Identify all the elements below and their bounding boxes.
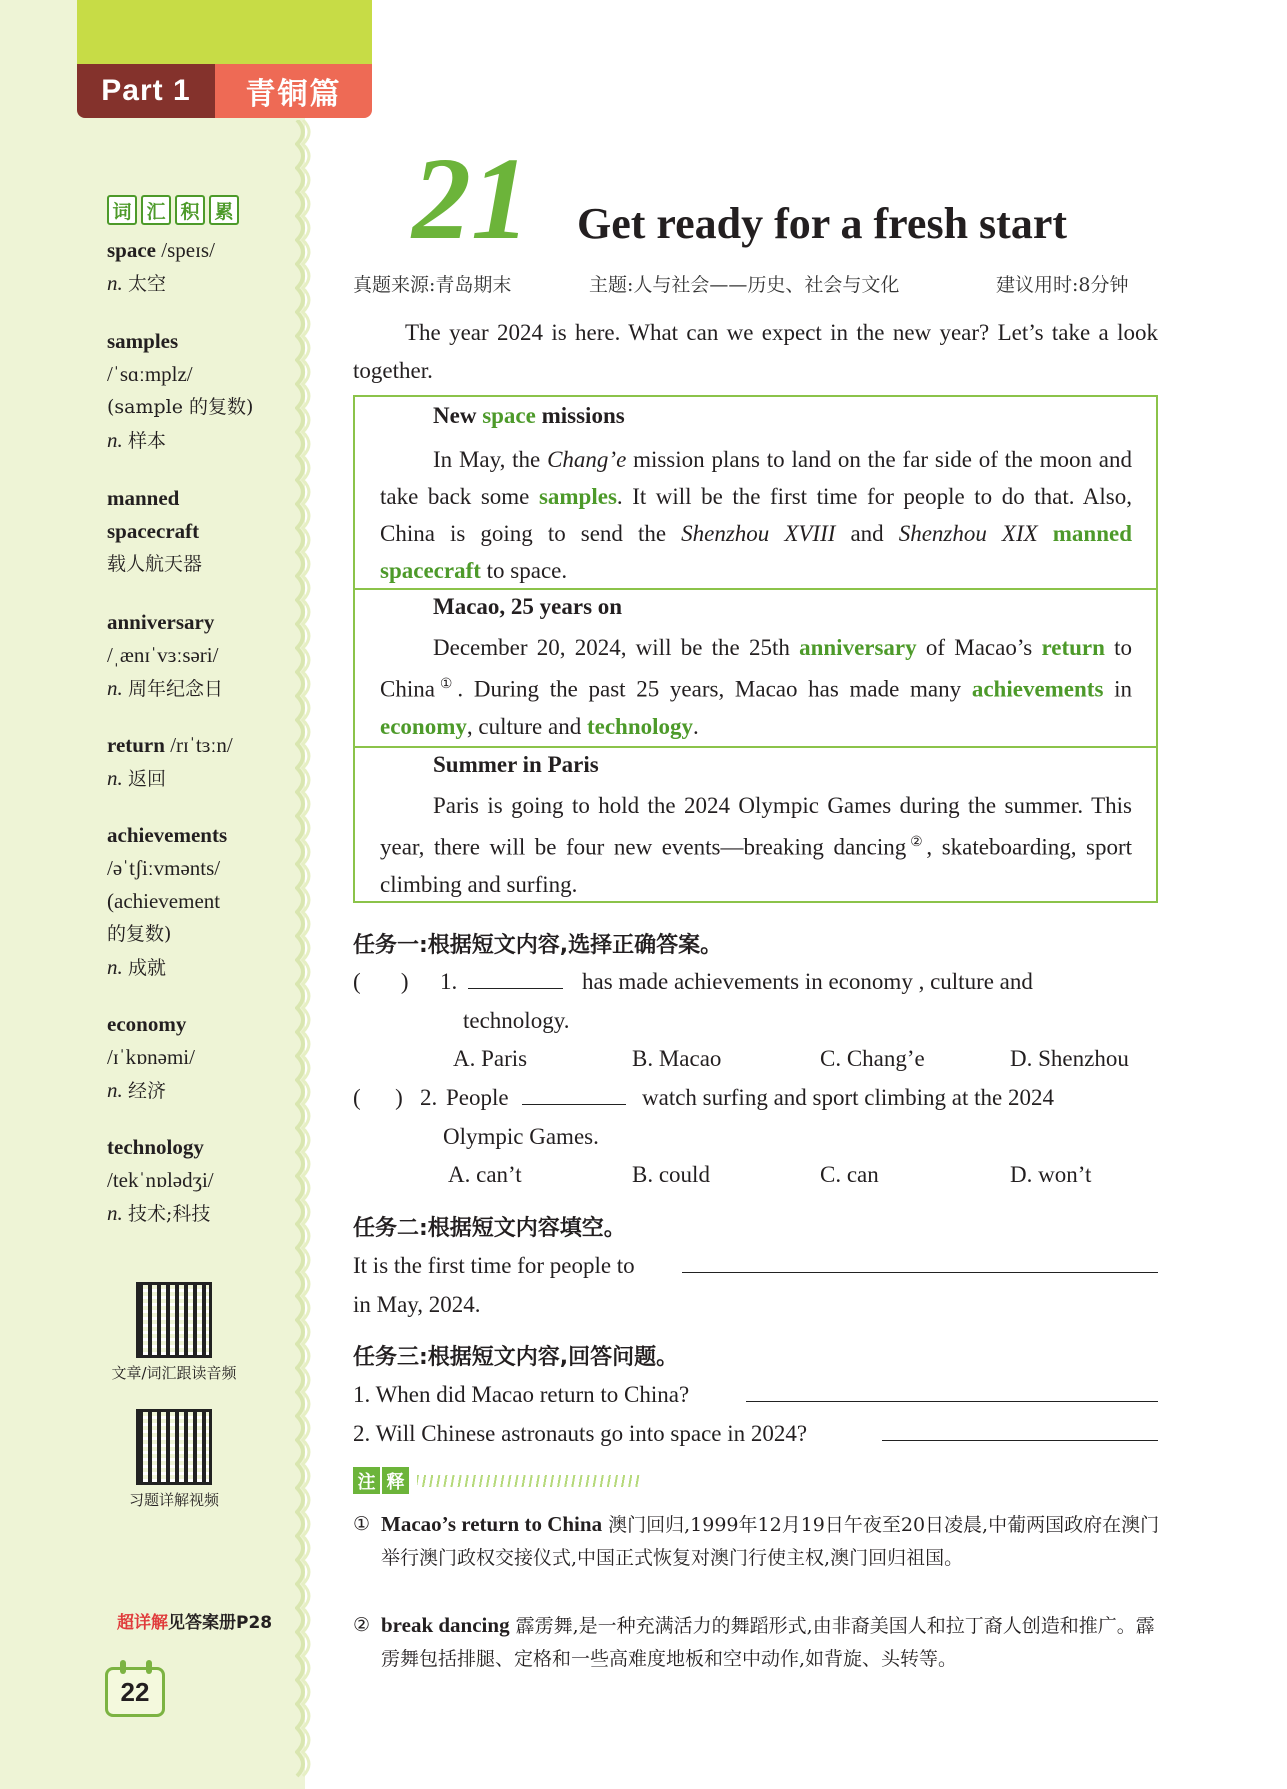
q1-text-cont: technology. <box>463 1008 570 1033</box>
task3-heading: 任务三:根据短文内容,回答问题。 <box>353 1345 679 1370</box>
vocab-meaning: 周年纪念日 <box>128 678 224 700</box>
meta-source: 真题来源:青岛期末 <box>353 274 512 296</box>
vocab-word: achievements <box>107 823 228 847</box>
part-label: Part 1 <box>77 64 215 118</box>
vocab-word: spacecraft <box>107 519 200 543</box>
vocab-note: (sample 的复数) <box>107 396 254 418</box>
answer-paren[interactable]: ( ) <box>353 969 409 994</box>
vocab-word: samples <box>107 329 179 353</box>
vocab-word: return <box>107 733 165 757</box>
task3-q2-blank[interactable] <box>882 1415 1158 1453</box>
task2-blank[interactable] <box>682 1247 1158 1285</box>
vocab-entry-economy <box>107 1008 297 1108</box>
vocab-phonetic: /rɪˈtɜːn/ <box>170 733 233 757</box>
section-divider <box>355 588 1156 590</box>
section-title-keyword: space <box>482 403 536 428</box>
note-text: 澳门回归,1999年12月19日午夜至20日凌晨,中葡两国政府在澳门举行澳门政权交接仪式,中国正式恢复对澳门行使主权,澳门回归祖国。 <box>381 1514 1160 1569</box>
vocab-phonetic: /speɪs/ <box>161 238 215 262</box>
level-label: 青铜篇 <box>215 64 372 118</box>
qr-code-audio[interactable] <box>136 1282 212 1358</box>
vocab-phonetic: /tekˈnɒlədʒi/ <box>107 1168 214 1192</box>
note-1 <box>353 1508 1163 1575</box>
vocab-phonetic: /əˈtʃiːvmənts/ <box>107 856 221 880</box>
vocab-entry-samples <box>107 325 297 458</box>
vocab-entry-anniversary <box>107 606 297 706</box>
notes-heading <box>353 1467 642 1494</box>
vocab-entry-space <box>107 234 297 301</box>
vocab-entry-achievements <box>107 819 297 985</box>
qr-label-audio: 文章/词汇跟读音频 <box>111 1364 237 1382</box>
vocab-header-char: 积 <box>175 195 205 225</box>
q2-option[interactable]: B. could <box>632 1162 710 1187</box>
section-title-macao: Macao, 25 years on <box>433 594 623 619</box>
task1-heading: 任务一:根据短文内容,选择正确答案。 <box>353 933 723 958</box>
vocab-meaning: 样本 <box>128 430 167 452</box>
vocab-pos: n. <box>107 1078 123 1102</box>
section-title-paris: Summer in Paris <box>433 752 599 777</box>
vocab-phonetic: /ˈsɑːmplz/ <box>107 362 193 386</box>
top-color-band <box>77 0 372 64</box>
meta-theme: 主题:人与社会——历史、社会与文化 <box>589 274 900 296</box>
task2-line1: It is the first time for people to <box>353 1253 635 1278</box>
vocab-pos: n. <box>107 766 123 790</box>
q2-option[interactable]: A. can’t <box>448 1162 522 1187</box>
vocab-meaning: 载人航天器 <box>107 553 203 575</box>
vocab-entry-technology <box>107 1131 297 1231</box>
answer-ref-page: P28 <box>236 1613 273 1633</box>
q2-option[interactable]: D. won’t <box>1010 1162 1092 1187</box>
section-title-part: New <box>433 403 483 428</box>
q2-text-cont: Olympic Games. <box>443 1124 599 1149</box>
answer-ref-text: 见答案册 <box>168 1613 236 1633</box>
note-2 <box>353 1609 1163 1676</box>
notes-heading-char: 注 <box>353 1467 380 1494</box>
article-box <box>353 395 1158 903</box>
qr-code-video[interactable] <box>136 1409 212 1485</box>
q1-blank[interactable] <box>468 963 563 1001</box>
page-number-text: 22 <box>120 1676 150 1707</box>
section-body-macao: December 20, 2024, will be the 25th anniversary of Macao’s return to China①. During the past 25 years, Macao has made many achievements in economy, culture and technology. <box>380 635 1133 739</box>
vocab-header-char: 词 <box>107 195 137 225</box>
section-body-paris: Paris is going to hold the 2024 Olympic Games during the summer. This year, there will be four new events—breaking dancing②, skateboarding, sport climbing and surfing. <box>380 793 1132 897</box>
note-number: ① <box>353 1513 371 1535</box>
meta-time: 建议用时:8分钟 <box>996 274 1129 296</box>
note-term: break dancing <box>381 1613 510 1637</box>
qr-label-video: 习题详解视频 <box>128 1491 219 1509</box>
vocab-header-char: 累 <box>209 195 239 225</box>
notes-heading-char: 释 <box>382 1467 409 1494</box>
vocab-meaning: 成就 <box>128 957 167 979</box>
note-text: 霹雳舞,是一种充满活力的舞蹈形式,由非裔美国人和拉丁裔人创造和推广。霹雳舞包括排腿、定格和一些高难度地板和空中动作,如背旋、头转等。 <box>381 1615 1155 1670</box>
answer-ref-highlight: 超详解 <box>117 1613 168 1633</box>
vocab-meaning: 太空 <box>128 273 167 295</box>
task3-q2: 2. Will Chinese astronauts go into space in 2024? <box>353 1421 808 1446</box>
task3-q1-blank[interactable] <box>746 1376 1158 1414</box>
q2-blank[interactable] <box>522 1079 626 1117</box>
vocab-note: (achievement <box>107 889 221 913</box>
sidebar-wave-border <box>295 120 325 1789</box>
vocab-phonetic: /ˌænɪˈvɜːsəri/ <box>107 643 219 667</box>
vocab-pos: n. <box>107 428 123 452</box>
q1-option[interactable]: C. Chang’e <box>820 1046 925 1071</box>
vocab-header-char: 汇 <box>141 195 171 225</box>
page-number <box>105 1667 165 1717</box>
section-title-space <box>433 403 625 429</box>
vocab-pos: n. <box>107 955 123 979</box>
vocab-meaning: 经济 <box>128 1080 167 1102</box>
vocab-word: technology <box>107 1135 204 1159</box>
vocab-entry-manned-spacecraft <box>107 482 297 581</box>
section-title-part: missions <box>535 403 625 428</box>
notes-decoration <box>417 1475 642 1487</box>
vocab-phonetic: /ɪˈkɒnəmi/ <box>107 1045 195 1069</box>
unit-title: Get ready for a fresh start <box>577 199 1067 248</box>
vocab-word: economy <box>107 1012 187 1036</box>
section-body-space: In May, the Chang’e mission plans to land on the far side of the moon and take back some samples. It will be the first time for people to do that. Also, China is going to send the Shenzhou XVIII and Shenzhou XIX manned spacecraft to space. <box>380 447 1132 583</box>
q1-option[interactable]: B. Macao <box>632 1046 722 1071</box>
vocab-meaning: 技术;科技 <box>128 1203 211 1225</box>
q2-option[interactable]: C. can <box>820 1162 879 1187</box>
q1-option[interactable]: A. Paris <box>453 1046 528 1071</box>
q1-number: 1. <box>440 969 458 994</box>
vocab-pos: n. <box>107 1201 123 1225</box>
vocab-meaning: 返回 <box>128 768 167 790</box>
q1-option[interactable]: D. Shenzhou <box>1010 1046 1129 1071</box>
unit-number: 21 <box>412 133 530 264</box>
section-divider <box>355 746 1156 748</box>
task2-heading: 任务二:根据短文内容填空。 <box>353 1216 626 1241</box>
q2-number: 2. <box>420 1085 438 1110</box>
note-term: Macao’s return to China <box>381 1512 603 1536</box>
intro-paragraph: The year 2024 is here. What can we expect in the new year? Let’s take a look together. <box>353 320 1158 383</box>
vocab-word: manned <box>107 486 180 510</box>
answer-paren[interactable]: ( ) <box>353 1085 403 1110</box>
part-tab <box>77 64 372 118</box>
task2-line2: in May, 2024. <box>353 1292 481 1317</box>
vocab-word: anniversary <box>107 610 215 634</box>
vocab-pos: n. <box>107 676 123 700</box>
q2-text: watch surfing and sport climbing at the 2024 <box>642 1085 1055 1110</box>
q2-pre: People <box>446 1085 509 1110</box>
vocab-pos: n. <box>107 271 123 295</box>
answer-reference <box>117 1608 272 1633</box>
q1-text: has made achievements in economy , culture and <box>582 969 1033 994</box>
vocab-header <box>107 195 239 225</box>
vocab-note: 的复数) <box>107 923 172 945</box>
task3-q1: 1. When did Macao return to China? <box>353 1382 690 1407</box>
vocab-entry-return <box>107 729 297 796</box>
vocab-word: space <box>107 238 156 262</box>
note-number: ② <box>353 1614 371 1636</box>
